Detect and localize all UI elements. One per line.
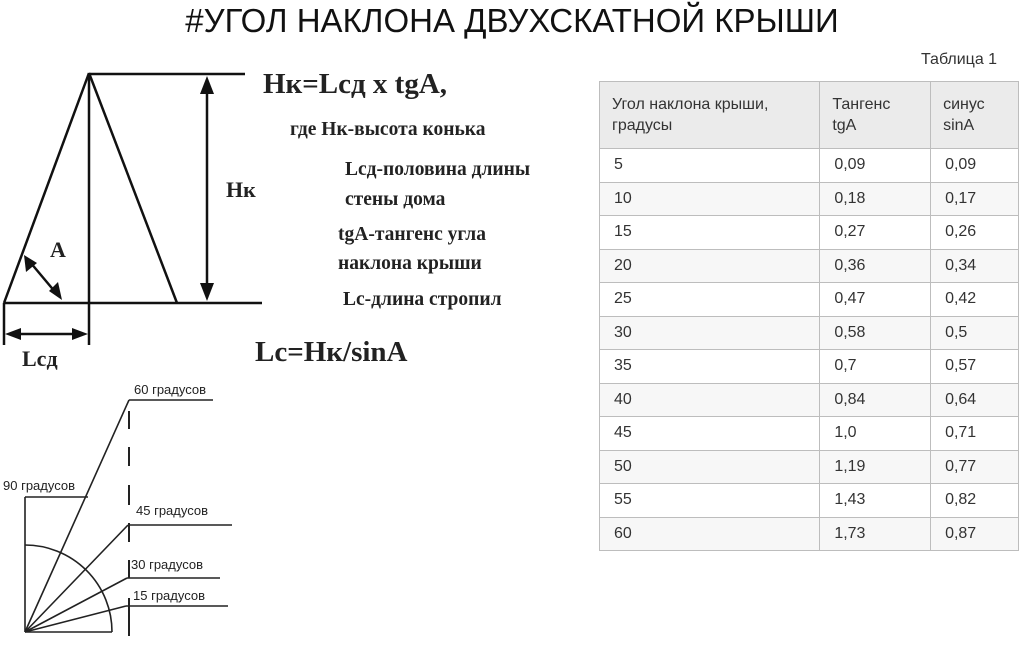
cell-tangent: 1,19: [820, 450, 931, 484]
table-row: [600, 484, 1019, 518]
label-60-degrees: 60 градусов: [134, 382, 206, 397]
cell-angle: 60: [600, 517, 820, 551]
cell-tangent: 0,18: [820, 182, 931, 216]
cell-tangent: 0,09: [820, 149, 931, 183]
cell-tangent: 0,58: [820, 316, 931, 350]
table-row: [600, 182, 1019, 216]
header-tangent-line2: tgA: [832, 117, 857, 134]
cell-tangent: 0,47: [820, 283, 931, 317]
definition-half-wall-line2: стены дома: [345, 189, 446, 210]
cell-tangent: 0,84: [820, 383, 931, 417]
definition-rafter-length: Lс-длина стропил: [343, 289, 502, 310]
header-angle-line2: градусы: [612, 117, 673, 134]
definition-tangent-line2: наклона крыши: [338, 253, 482, 274]
header-sine-line2: sinA: [943, 117, 975, 134]
cell-angle: 10: [600, 182, 820, 216]
angle-table: [599, 81, 1019, 551]
definition-half-wall-line1: Lсд-половина длины: [345, 159, 531, 180]
roof-left-slope: [4, 73, 89, 303]
ray-60: [25, 400, 129, 632]
cell-angle: 25: [600, 283, 820, 317]
cell-tangent: 1,0: [820, 417, 931, 451]
header-sine: [931, 82, 1019, 149]
cell-sine: 0,71: [931, 417, 1019, 451]
table-row: [600, 350, 1019, 384]
table-row: [600, 149, 1019, 183]
cell-angle: 40: [600, 383, 820, 417]
ray-45: [25, 525, 128, 632]
cell-sine: 0,87: [931, 517, 1019, 551]
cell-sine: 0,77: [931, 450, 1019, 484]
cell-sine: 0,64: [931, 383, 1019, 417]
height-hk-label: Нк: [226, 177, 256, 202]
table-header-row: [600, 82, 1019, 149]
table-row: [600, 216, 1019, 250]
height-arrow: [200, 76, 214, 301]
cell-angle: 50: [600, 450, 820, 484]
header-angle-line1: Угол наклона крыши,: [612, 96, 769, 113]
cell-angle: 35: [600, 350, 820, 384]
cell-sine: 0,57: [931, 350, 1019, 384]
table-row: [600, 316, 1019, 350]
cell-tangent: 1,43: [820, 484, 931, 518]
half-width-label: Lсд: [22, 346, 58, 371]
cell-sine: 0,17: [931, 182, 1019, 216]
table-row: [600, 450, 1019, 484]
table-row: [600, 417, 1019, 451]
cell-angle: 55: [600, 484, 820, 518]
ridge-height-formula: Нк=Lсд x tgA,: [263, 68, 448, 100]
angle-a-label: A: [50, 237, 66, 262]
definition-ridge-height: где Нк-высота конька: [290, 119, 486, 140]
table-row: [600, 283, 1019, 317]
cell-sine: 0,34: [931, 249, 1019, 283]
table-row: [600, 517, 1019, 551]
cell-angle: 45: [600, 417, 820, 451]
table-row: [600, 249, 1019, 283]
table-row: [600, 383, 1019, 417]
cell-angle: 15: [600, 216, 820, 250]
header-tangent: [820, 82, 931, 149]
cell-tangent: 0,7: [820, 350, 931, 384]
cell-angle: 5: [600, 149, 820, 183]
half-width-arrow: [5, 328, 88, 340]
header-sine-line1: синус: [943, 96, 985, 113]
rafter-length-formula: Lс=Нк/sinA: [255, 336, 408, 368]
cell-tangent: 1,73: [820, 517, 931, 551]
cell-tangent: 0,36: [820, 249, 931, 283]
definition-tangent-line1: tgA-тангенс угла: [338, 224, 486, 245]
cell-tangent: 0,27: [820, 216, 931, 250]
label-15-degrees: 15 градусов: [133, 588, 205, 603]
label-90-degrees: 90 градусов: [3, 478, 75, 493]
cell-angle: 30: [600, 316, 820, 350]
roof-right-slope: [89, 73, 177, 303]
table-caption: Таблица 1: [921, 51, 998, 68]
cell-sine: 0,5: [931, 316, 1019, 350]
cell-sine: 0,42: [931, 283, 1019, 317]
cell-sine: 0,82: [931, 484, 1019, 518]
header-angle: [600, 82, 820, 149]
roof-triangle: [4, 73, 262, 345]
cell-sine: 0,26: [931, 216, 1019, 250]
label-30-degrees: 30 градусов: [131, 557, 203, 572]
cell-sine: 0,09: [931, 149, 1019, 183]
page-title: #УГОЛ НАКЛОНА ДВУХСКАТНОЙ КРЫШИ: [185, 2, 839, 39]
cell-angle: 20: [600, 249, 820, 283]
label-45-degrees: 45 градусов: [136, 503, 208, 518]
header-tangent-line1: Тангенс: [832, 96, 891, 113]
